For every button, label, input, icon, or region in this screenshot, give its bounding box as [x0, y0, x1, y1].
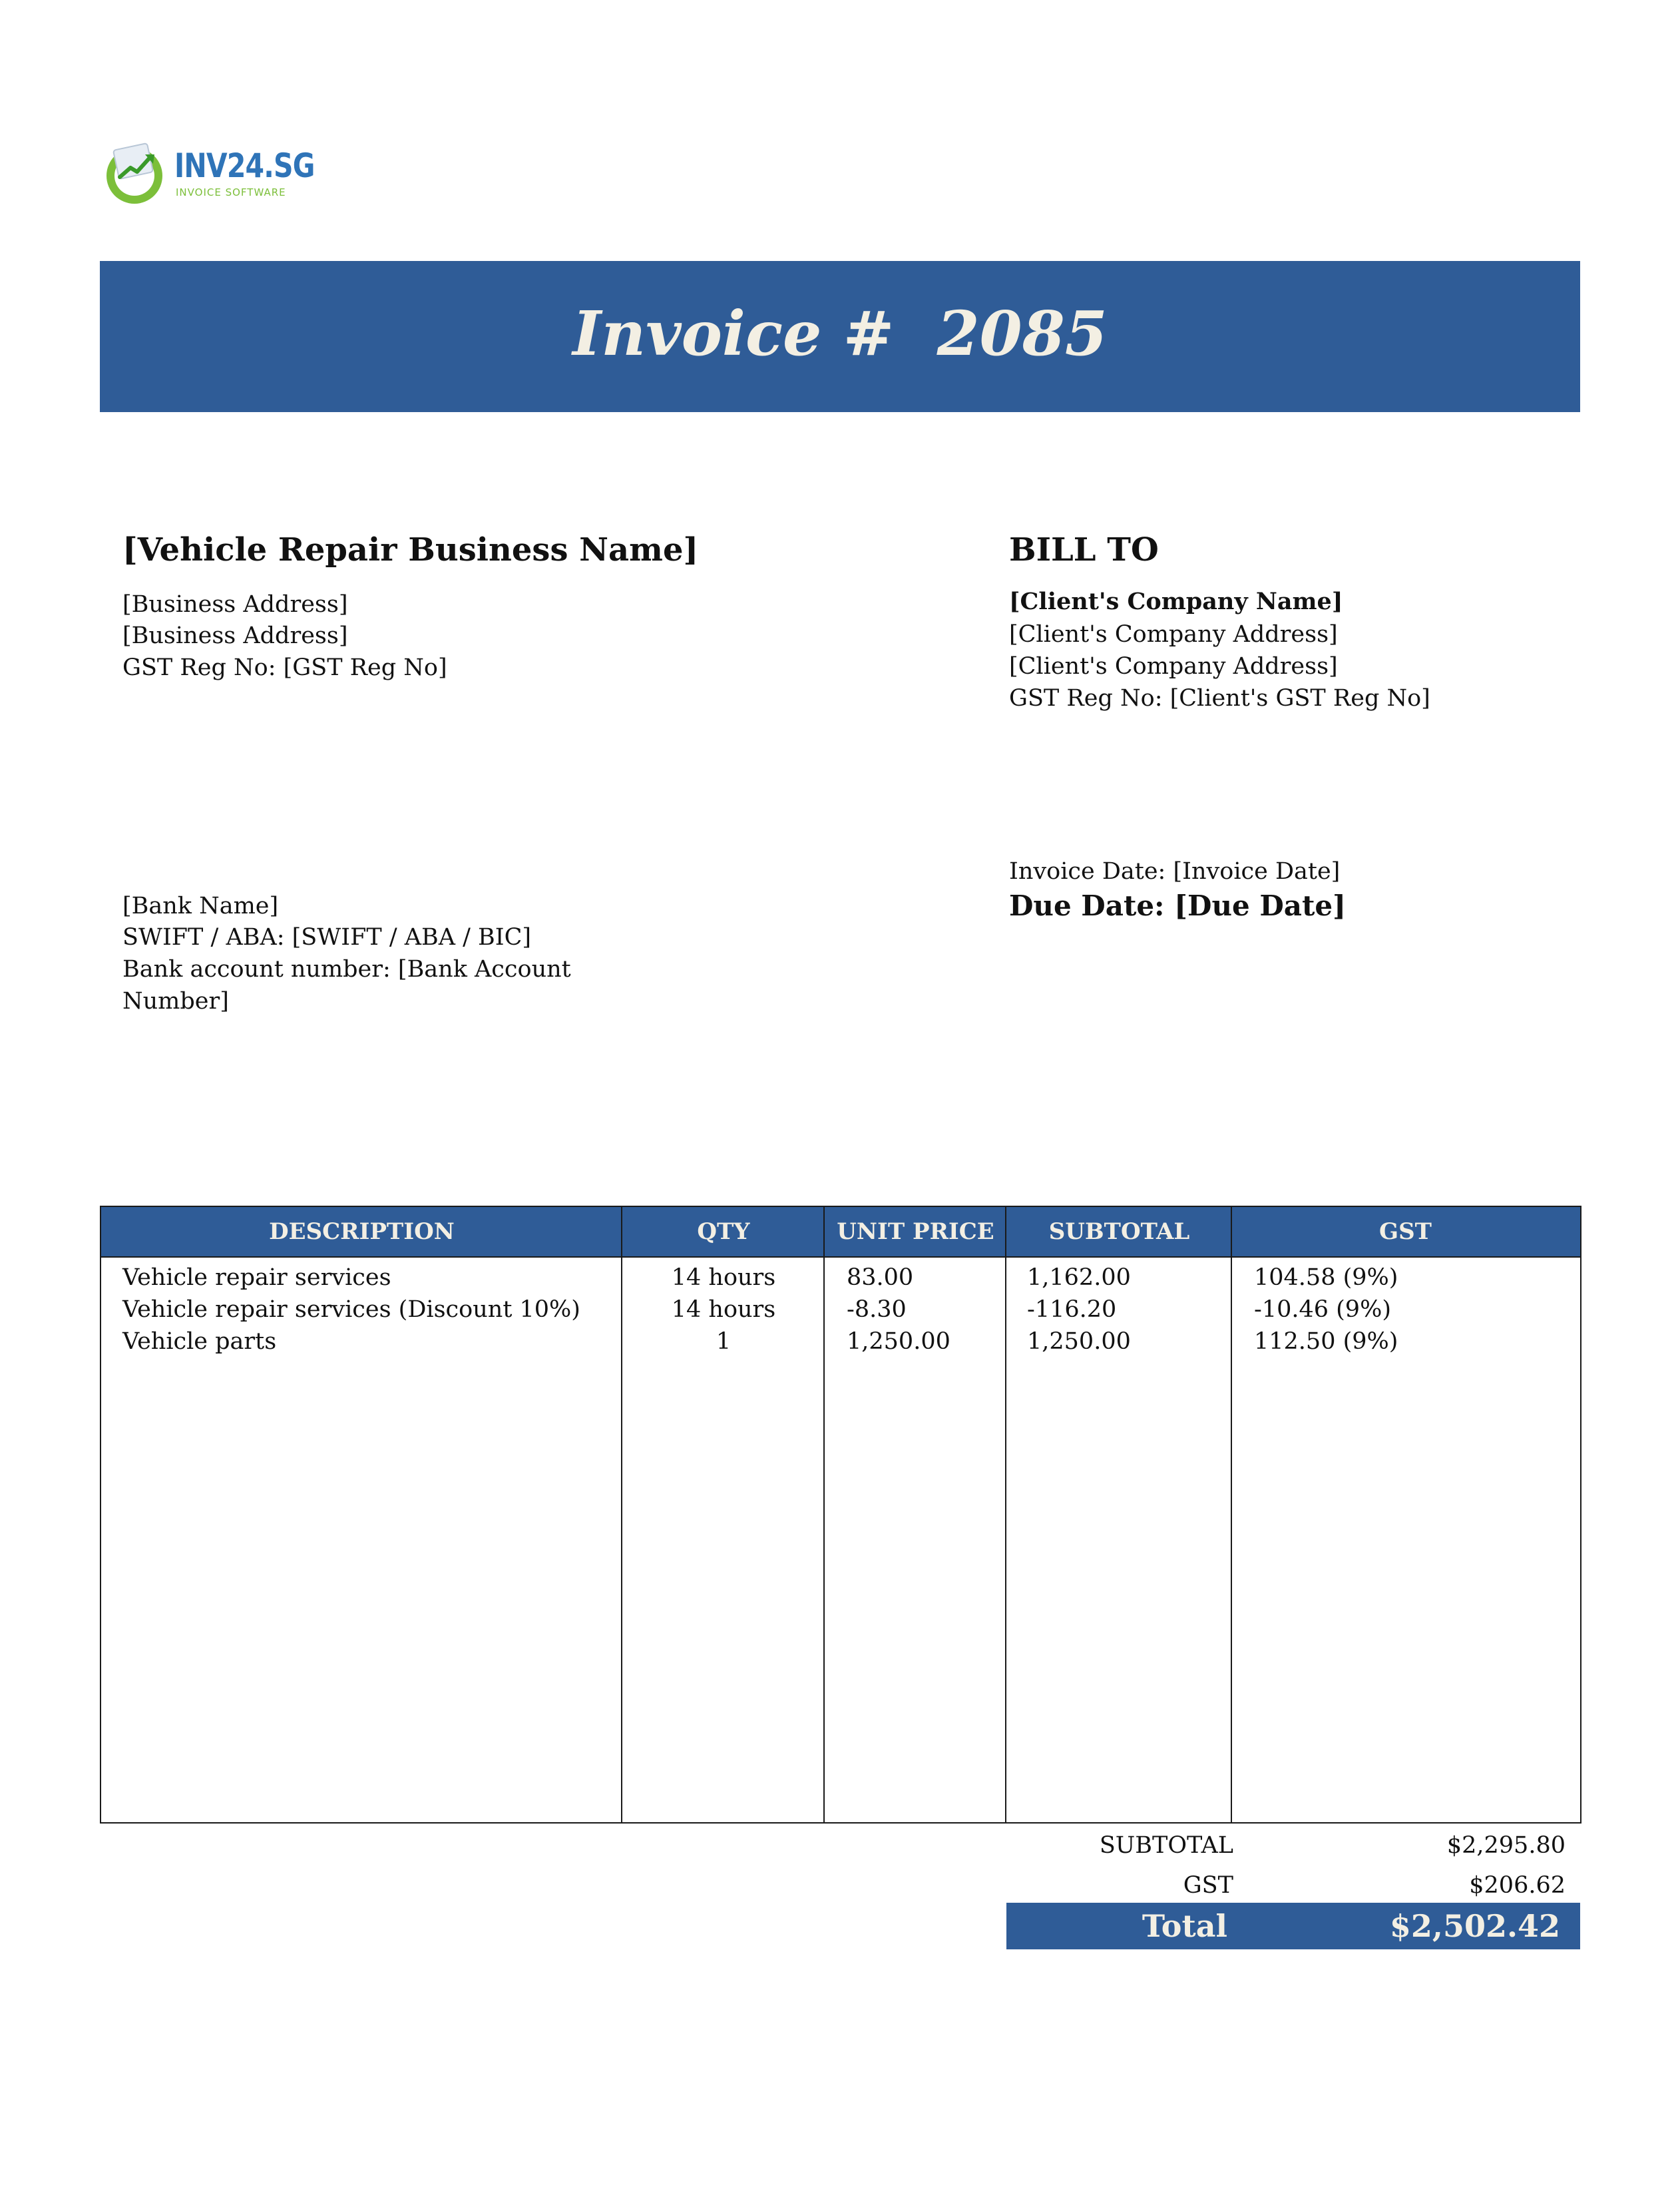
- business-gst: GST Reg No: [GST Reg No]: [122, 654, 447, 681]
- row-2-description: Vehicle repair services (Discount 10%): [122, 1296, 580, 1323]
- row-1-description: Vehicle repair services: [122, 1264, 391, 1291]
- bank-account-line-2: Number]: [122, 988, 229, 1015]
- bill-to-heading: BILL TO: [1009, 531, 1159, 569]
- header-gst: GST: [1379, 1218, 1432, 1245]
- gst-value: $206.62: [1469, 1872, 1566, 1899]
- header-qty: QTY: [697, 1218, 750, 1245]
- logo-mark-icon: [101, 140, 168, 206]
- row-3-gst: 112.50 (9%): [1254, 1328, 1398, 1355]
- client-address-2: [Client's Company Address]: [1009, 653, 1338, 680]
- subtotal-label: SUBTOTAL: [1099, 1832, 1233, 1859]
- total-value: $2,502.42: [1389, 1908, 1560, 1944]
- subtotal-value: $2,295.80: [1446, 1832, 1566, 1859]
- row-3-description: Vehicle parts: [122, 1328, 277, 1355]
- company-logo: [101, 140, 315, 206]
- total-bar: [1006, 1903, 1580, 1949]
- client-company-name: [Client's Company Name]: [1009, 588, 1343, 615]
- row-2-qty: 14 hours: [671, 1296, 776, 1323]
- row-1-unit-price: 83.00: [847, 1264, 914, 1291]
- business-address-2: [Business Address]: [122, 622, 348, 649]
- bank-name: [Bank Name]: [122, 893, 279, 919]
- header-unit-price: UNIT PRICE: [837, 1218, 994, 1245]
- row-2-gst: -10.46 (9%): [1254, 1296, 1391, 1323]
- invoice-title-banner: [100, 261, 1580, 412]
- row-3-qty: 1: [716, 1328, 732, 1355]
- header-subtotal: SUBTOTAL: [1048, 1218, 1190, 1245]
- due-date: Due Date: [Due Date]: [1009, 889, 1346, 922]
- row-1-subtotal: 1,162.00: [1027, 1264, 1131, 1291]
- bank-account-line-1: Bank account number: [Bank Account: [122, 956, 571, 983]
- table-header: [101, 1207, 1580, 1258]
- invoice-date: Invoice Date: [Invoice Date]: [1009, 858, 1341, 885]
- column-divider: [1231, 1207, 1232, 1822]
- line-items-table: [100, 1206, 1581, 1824]
- row-3-unit-price: 1,250.00: [847, 1328, 950, 1355]
- invoice-title: Invoice # 2085: [572, 298, 1108, 369]
- row-1-gst: 104.58 (9%): [1254, 1264, 1398, 1291]
- logo-brand-text: INV24.SG: [174, 146, 315, 185]
- bank-swift: SWIFT / ABA: [SWIFT / ABA / BIC]: [122, 924, 532, 951]
- gst-label: GST: [1183, 1872, 1233, 1899]
- row-1-qty: 14 hours: [671, 1264, 776, 1291]
- header-description: DESCRIPTION: [269, 1218, 455, 1245]
- business-address-1: [Business Address]: [122, 591, 348, 618]
- client-address-1: [Client's Company Address]: [1009, 621, 1338, 648]
- client-gst: GST Reg No: [Client's GST Reg No]: [1009, 685, 1430, 712]
- row-2-unit-price: -8.30: [847, 1296, 907, 1323]
- row-3-subtotal: 1,250.00: [1027, 1328, 1131, 1355]
- row-2-subtotal: -116.20: [1027, 1296, 1117, 1323]
- logo-tagline: INVOICE SOFTWARE: [176, 186, 286, 198]
- column-divider: [1005, 1207, 1006, 1822]
- total-label: Total: [1142, 1908, 1227, 1944]
- business-name: [Vehicle Repair Business Name]: [122, 531, 699, 569]
